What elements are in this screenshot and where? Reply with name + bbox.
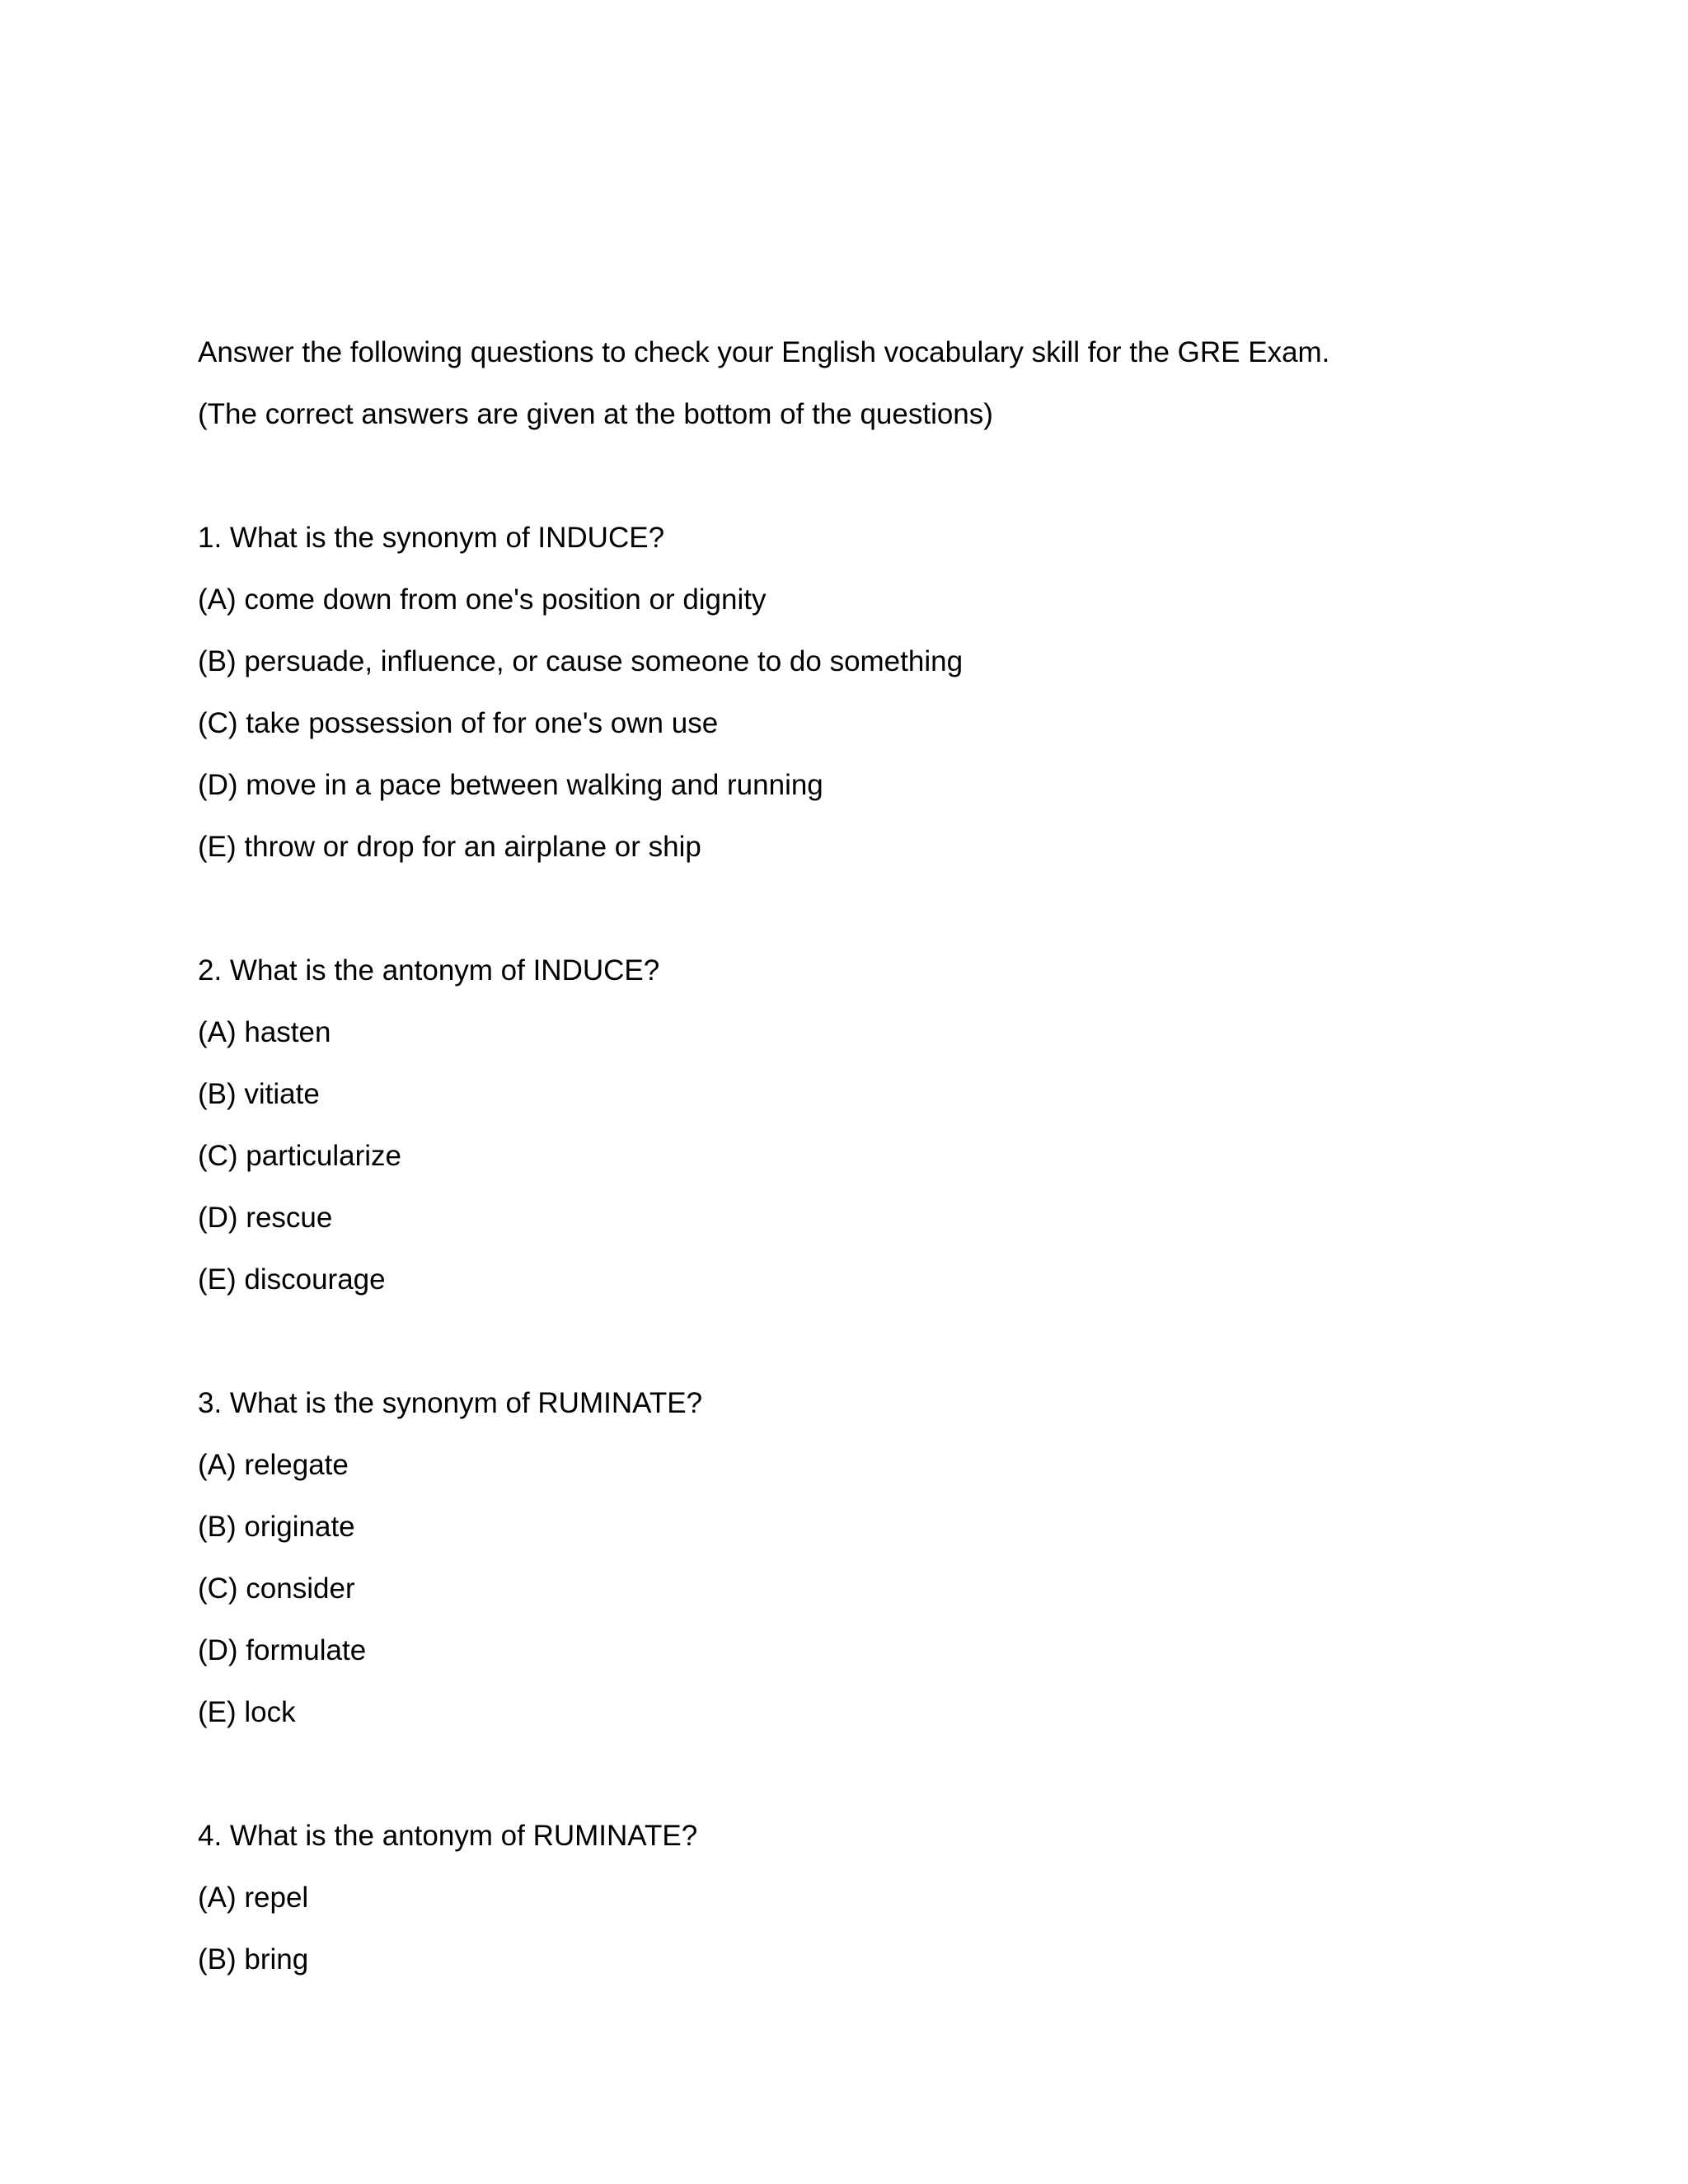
question-prompt: 1. What is the synonym of INDUCE? [198,522,665,554]
answer-option: (A) hasten [198,1016,331,1048]
question-1 [198,507,1533,878]
spacer [198,1310,1533,1372]
answer-option: (A) repel [198,1882,309,1914]
page-content [198,321,1533,1990]
question-prompt: 3. What is the synonym of RUMINATE? [198,1387,703,1419]
answer-option: (C) take possession of for one's own use [198,707,719,739]
answer-option: (B) vitiate [198,1078,320,1110]
question-3 [198,1372,1533,1743]
answer-option: (B) originate [198,1511,355,1543]
spacer [198,878,1533,940]
answer-option: (D) formulate [198,1634,367,1666]
answer-option: (D) move in a pace between walking and running [198,769,823,801]
answer-option: (E) discourage [198,1263,386,1296]
question-2 [198,940,1533,1310]
answer-option: (A) relegate [198,1449,349,1481]
answer-option: (A) come down from one's position or dignity [198,583,767,616]
answer-option: (E) throw or drop for an airplane or ship [198,831,701,863]
answer-option: (B) persuade, influence, or cause someone to do something [198,645,964,677]
answer-option: (B) bring [198,1943,309,1975]
intro-instruction: Answer the following questions to check your English vocabulary skill for the GRE Exam. [198,336,1330,368]
answer-option: (E) lock [198,1696,296,1728]
question-prompt: 4. What is the antonym of RUMINATE? [198,1820,698,1852]
intro-note: (The correct answers are given at the bottom of the questions) [198,398,993,430]
question-prompt: 2. What is the antonym of INDUCE? [198,954,660,987]
answer-option: (C) particularize [198,1140,401,1172]
answer-option: (C) consider [198,1572,355,1605]
question-4 [198,1805,1533,1990]
spacer [198,1743,1533,1805]
answer-option: (D) rescue [198,1202,333,1234]
spacer [198,445,1533,507]
